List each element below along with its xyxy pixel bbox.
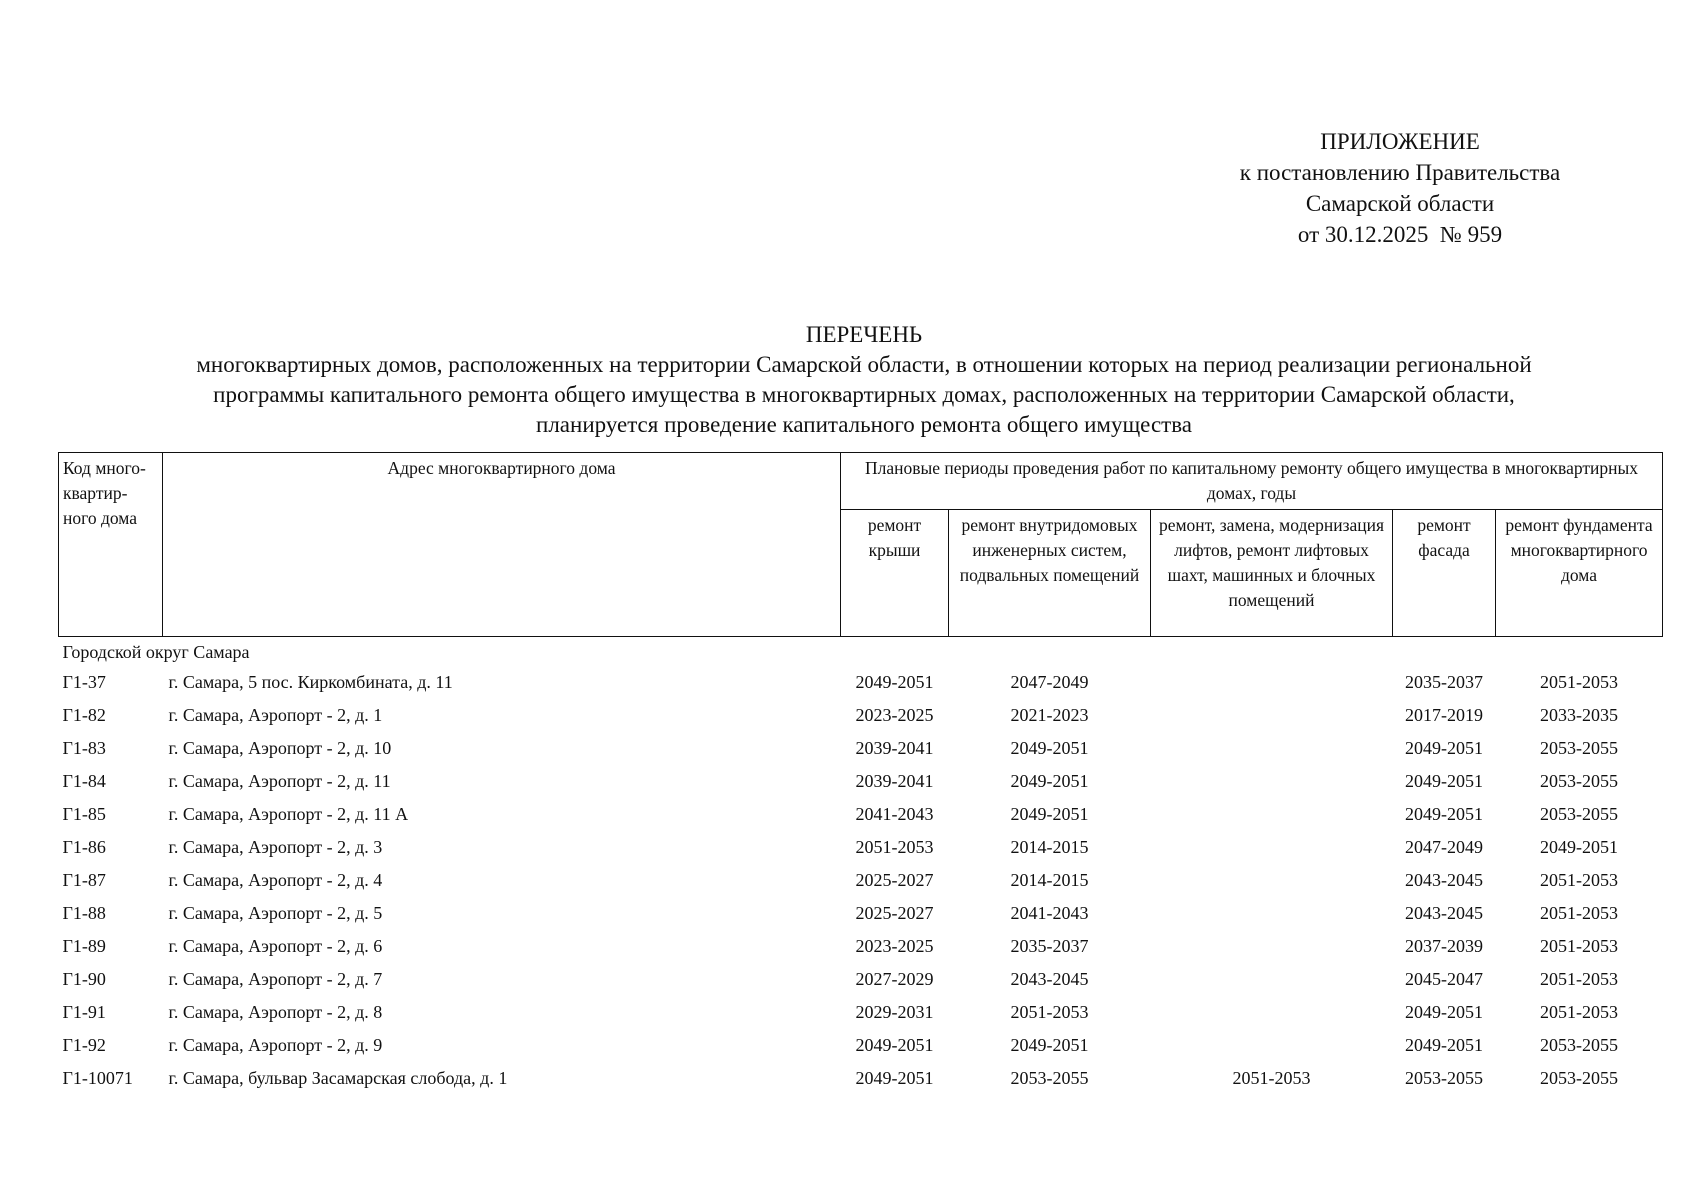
row-elevators-period [1151, 930, 1393, 963]
row-foundation-period: 2051-2053 [1540, 936, 1619, 956]
row-facade-period: 2045-2047 [1405, 969, 1483, 989]
row-systems-period: 2049-2051 [1010, 771, 1089, 791]
row-facade-period: 2053-2055 [1405, 1068, 1483, 1088]
district-row [59, 637, 1663, 667]
row-systems-period: 2043-2045 [1010, 969, 1089, 989]
row-code: Г1-86 [62, 837, 106, 857]
row-elevators-period [1151, 897, 1393, 930]
row-code: Г1-10071 [62, 1068, 133, 1088]
row-code: Г1-88 [62, 903, 106, 923]
table-row [59, 897, 1663, 930]
row-address: г. Самара, Аэропорт - 2, д. 9 [168, 1035, 383, 1055]
row-systems-period: 2047-2049 [1010, 672, 1089, 692]
row-elevators-period [1151, 963, 1393, 996]
district-name: Городской округ Самара [62, 642, 250, 662]
row-code: Г1-84 [62, 771, 106, 791]
row-foundation-period: 2053-2055 [1540, 1035, 1619, 1055]
row-foundation-period: 2053-2055 [1540, 804, 1619, 824]
row-facade-period: 2049-2051 [1405, 738, 1483, 758]
row-code: Г1-92 [62, 1035, 106, 1055]
row-facade-period: 2047-2049 [1405, 837, 1483, 857]
row-foundation-period: 2053-2055 [1540, 738, 1619, 758]
document-title: ПЕРЕЧЕНЬ [805, 322, 923, 347]
row-elevators-period [1151, 765, 1393, 798]
row-foundation-period: 2051-2053 [1540, 870, 1619, 890]
row-foundation-period: 2051-2053 [1540, 969, 1619, 989]
row-code: Г1-37 [62, 672, 106, 692]
row-address: г. Самара, Аэропорт - 2, д. 11 [168, 771, 391, 791]
row-foundation-period: 2053-2055 [1540, 771, 1619, 791]
row-roof-period: 2041-2043 [855, 804, 934, 824]
row-systems-period: 2035-2037 [1010, 936, 1089, 956]
appendix-line-1: к постановлению Правительства [1239, 160, 1561, 185]
row-roof-period: 2051-2053 [855, 837, 934, 857]
row-roof-period: 2025-2027 [855, 903, 934, 923]
table-row [59, 930, 1663, 963]
row-roof-period: 2049-2051 [855, 672, 934, 692]
row-code: Г1-87 [62, 870, 106, 890]
row-address: г. Самара, Аэропорт - 2, д. 6 [168, 936, 383, 956]
row-systems-period: 2021-2023 [1010, 705, 1089, 725]
table-row [59, 831, 1663, 864]
row-code: Г1-91 [62, 1002, 106, 1022]
row-systems-period: 2051-2053 [1010, 1002, 1089, 1022]
table-body [59, 637, 1663, 1096]
appendix-line-3: от 30.12.2025 № 959 [1297, 222, 1503, 247]
row-code: Г1-83 [62, 738, 106, 758]
row-address: г. Самара, Аэропорт - 2, д. 1 [168, 705, 383, 725]
row-systems-period: 2053-2055 [1010, 1068, 1089, 1088]
row-systems-period: 2014-2015 [1010, 837, 1089, 857]
table-row [59, 765, 1663, 798]
row-address: г. Самара, Аэропорт - 2, д. 11 А [168, 804, 409, 824]
header-roof: ремонт крыши [841, 510, 949, 637]
row-facade-period: 2049-2051 [1405, 804, 1483, 824]
row-facade-period: 2049-2051 [1405, 1002, 1483, 1022]
row-foundation-period: 2051-2053 [1540, 903, 1619, 923]
document-subtitle-line-2: программы капитального ремонта общего имущества в многоквартирных домах, расположенных на территории Самарской области, [213, 382, 1515, 407]
row-foundation-period: 2051-2053 [1540, 672, 1619, 692]
row-systems-period: 2049-2051 [1010, 1035, 1089, 1055]
row-foundation-period: 2051-2053 [1540, 1002, 1619, 1022]
row-facade-period: 2035-2037 [1405, 672, 1483, 692]
row-address: г. Самара, Аэропорт - 2, д. 10 [168, 738, 392, 758]
row-facade-period: 2043-2045 [1405, 870, 1483, 890]
table-row [59, 1062, 1663, 1095]
appendix-line-2: Самарской области [1305, 191, 1495, 216]
row-roof-period: 2023-2025 [855, 936, 934, 956]
row-code: Г1-90 [62, 969, 106, 989]
row-foundation-period: 2049-2051 [1540, 837, 1619, 857]
header-elevators: ремонт, замена, модернизация лифтов, ремонт лифтовых шахт, машинных и блочных помещений [1151, 510, 1393, 637]
houses-table [58, 452, 1663, 1095]
row-elevators-period [1151, 1029, 1393, 1062]
appendix-block [1180, 126, 1620, 250]
row-roof-period: 2049-2051 [855, 1068, 934, 1088]
row-elevators-period [1151, 996, 1393, 1029]
row-roof-period: 2023-2025 [855, 705, 934, 725]
row-address: г. Самара, Аэропорт - 2, д. 7 [168, 969, 383, 989]
row-facade-period: 2037-2039 [1405, 936, 1483, 956]
row-systems-period: 2014-2015 [1010, 870, 1089, 890]
header-systems: ремонт внутридомовых инженерных систем, подвальных помещений [949, 510, 1151, 637]
row-roof-period: 2039-2041 [855, 771, 934, 791]
row-facade-period: 2043-2045 [1405, 903, 1483, 923]
row-systems-period: 2049-2051 [1010, 738, 1089, 758]
table-row [59, 732, 1663, 765]
row-elevators-period [1151, 666, 1393, 699]
table-row [59, 1029, 1663, 1062]
row-elevators-period [1151, 732, 1393, 765]
row-foundation-period: 2033-2035 [1540, 705, 1619, 725]
row-address: г. Самара, бульвар Засамарская слобода, д. 1 [168, 1068, 508, 1088]
row-elevators-period: 2051-2053 [1232, 1068, 1311, 1088]
header-address: Адрес многоквартирного дома [163, 453, 841, 637]
row-address: г. Самара, 5 пос. Киркомбината, д. 11 [168, 672, 453, 692]
row-foundation-period: 2053-2055 [1540, 1068, 1619, 1088]
row-code: Г1-85 [62, 804, 106, 824]
row-systems-period: 2041-2043 [1010, 903, 1089, 923]
header-code: Код много-квартир-ного дома [59, 453, 163, 637]
header-row-1 [59, 453, 1663, 510]
row-elevators-period [1151, 798, 1393, 831]
row-elevators-period [1151, 831, 1393, 864]
row-facade-period: 2049-2051 [1405, 771, 1483, 791]
header-periods: Плановые периоды проведения работ по капитальному ремонту общего имущества в многоквартирных домах, годы [841, 453, 1663, 510]
header-facade: ремонт фасада [1393, 510, 1496, 637]
row-roof-period: 2029-2031 [855, 1002, 934, 1022]
table-row [59, 798, 1663, 831]
document-subtitle-line-3: планируется проведение капитального ремонта общего имущества [536, 412, 1192, 437]
row-roof-period: 2027-2029 [855, 969, 934, 989]
row-systems-period: 2049-2051 [1010, 804, 1089, 824]
header-foundation: ремонт фундамента многоквартирного дома [1496, 510, 1663, 637]
row-roof-period: 2049-2051 [855, 1035, 934, 1055]
table-row [59, 699, 1663, 732]
row-facade-period: 2049-2051 [1405, 1035, 1483, 1055]
row-facade-period: 2017-2019 [1405, 705, 1483, 725]
row-code: Г1-89 [62, 936, 106, 956]
table-row [59, 864, 1663, 897]
row-address: г. Самара, Аэропорт - 2, д. 4 [168, 870, 383, 890]
row-roof-period: 2039-2041 [855, 738, 934, 758]
document-subtitle-line-1: многоквартирных домов, расположенных на территории Самарской области, в отношении которых на период реализации региональной [196, 352, 1532, 377]
row-code: Г1-82 [62, 705, 106, 725]
document-title-block [60, 320, 1668, 440]
table-row [59, 666, 1663, 699]
row-roof-period: 2025-2027 [855, 870, 934, 890]
row-address: г. Самара, Аэропорт - 2, д. 5 [168, 903, 383, 923]
row-address: г. Самара, Аэропорт - 2, д. 8 [168, 1002, 383, 1022]
row-elevators-period [1151, 699, 1393, 732]
appendix-title: ПРИЛОЖЕНИЕ [1320, 129, 1480, 154]
row-address: г. Самара, Аэропорт - 2, д. 3 [168, 837, 383, 857]
table-row [59, 963, 1663, 996]
table-row [59, 996, 1663, 1029]
row-elevators-period [1151, 864, 1393, 897]
